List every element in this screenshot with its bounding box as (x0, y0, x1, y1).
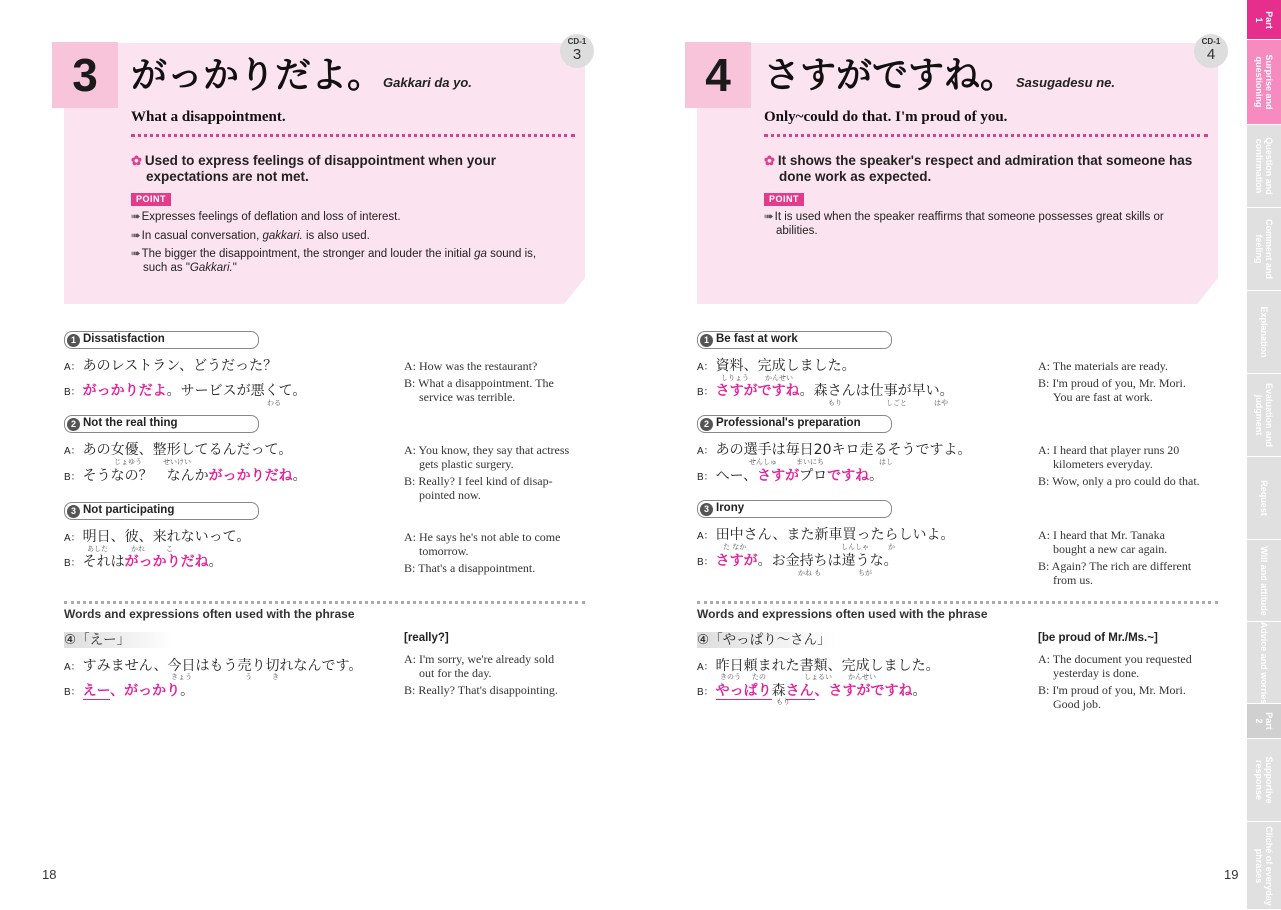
dialogue-b: B： さすが。お金持ちは違うな。 (697, 553, 898, 569)
dialogue-b: B： がっかりだよ。サービスが悪くて。 (64, 383, 307, 399)
arrow-icon: ➠ (764, 211, 774, 223)
section-dissatisfaction: 1 Dissatisfaction (64, 331, 259, 349)
arrow-icon: ➠ (131, 211, 141, 223)
dialogue-b: B： そうなの？ なんかがっかりだね。 (64, 468, 307, 484)
words-title: Words and expressions often used with the phrase (697, 607, 988, 621)
tab-supportive[interactable]: Supportive response (1247, 739, 1281, 822)
translation-a: A: I heard that player runs 20 kilometers everyday. (1038, 443, 1180, 471)
dialogue-a: A： あの選手は毎日20キロ走るそうですよ。 (697, 442, 972, 458)
point-bullet: ➠It is used when the speaker reaffirms that someone possesses great skills or abilities. (764, 211, 1164, 237)
point-badge: POINT (764, 193, 804, 206)
point-badge: POINT (131, 193, 171, 206)
translation-a: A: How was the restaurant? (404, 359, 538, 373)
dialogue-a: A： あのレストラン、どうだった？ (64, 358, 278, 374)
furigana: かね も (798, 569, 822, 577)
translation-b: B: Again? The rich are different from us. (1038, 559, 1192, 587)
translation-b: B: Really? I feel kind of disap- pointed now. (404, 474, 553, 502)
tab-part-1[interactable]: Part 1 (1247, 0, 1281, 40)
point-bullet: ➠In casual conversation, gakkari. is also used. (131, 230, 370, 242)
dialogue-a: A： すみません、今日はもう売り切れなんです。 (64, 658, 363, 674)
furigana: かんせい (848, 673, 876, 681)
furigana: わる (267, 399, 281, 407)
translation-a: A: You know, they say that actress gets plastic surgery. (404, 443, 570, 471)
furigana: きのう (720, 673, 741, 681)
furigana: せんしゅ (749, 458, 777, 466)
furigana: かれ (131, 545, 145, 553)
furigana: しごと (886, 399, 907, 407)
furigana: じょゆう (114, 458, 142, 466)
expression-title: ④「やっぱり～さん」 (697, 632, 837, 648)
translation-a: A: The materials are ready. (1038, 359, 1168, 373)
flower-icon: ✿ (764, 153, 775, 168)
arrow-icon: ➠ (131, 230, 141, 242)
divider (697, 601, 1218, 604)
tab-explanation[interactable]: Explanation (1247, 291, 1281, 374)
dialogue-a: A： 昨日頼まれた書類、完成しました。 (697, 658, 940, 674)
lesson-number: 3 (52, 42, 118, 108)
dialogue-b: B： やっぱり森さん、さすがですね。 (697, 683, 927, 699)
translation-a: A: I heard that Mr. Tanaka bought a new car again. (1038, 528, 1168, 556)
tab-comment[interactable]: Comment and feeling (1247, 208, 1281, 291)
translation-a: A: The document you requested yesterday is done. (1038, 652, 1192, 680)
point-bullet: ➠Expresses feelings of deflation and loss of interest. (131, 211, 401, 223)
expression-caption: [be proud of Mr./Ms.~] (1038, 632, 1158, 644)
tab-advice[interactable]: Advice and worries (1247, 622, 1281, 704)
words-title: Words and expressions often used with the phrase (64, 607, 355, 621)
page-number: 19 (1224, 867, 1239, 882)
furigana: まいにち (796, 458, 824, 466)
section-irony: 3 Irony (697, 500, 892, 518)
translation-b: B: Wow, only a pro could do that. (1038, 474, 1200, 488)
translation-b: B: What a disappointment. The service was terrible. (404, 376, 554, 404)
translation-b: B: I'm proud of you, Mr. Mori. Good job. (1038, 683, 1186, 711)
dialogue-b: B： えー、がっかり。 (64, 683, 195, 699)
english-translation: What a disappointment. (131, 109, 286, 125)
divider (64, 601, 585, 604)
dialogue-b: B： それはがっかりだね。 (64, 554, 223, 570)
furigana: しりょう (721, 374, 749, 382)
section-not-real: 2 Not the real thing (64, 415, 259, 433)
arrow-icon: ➠ (131, 248, 141, 260)
furigana: かんせい (765, 374, 793, 382)
section-fast-at-work: 1 Be fast at work (697, 331, 892, 349)
cd-track-badge: CD-1 3 (560, 34, 594, 68)
divider (764, 134, 1208, 137)
romaji: Sasugadesu ne. (1016, 75, 1115, 90)
tab-request[interactable]: Request (1247, 457, 1281, 540)
tab-evaluation[interactable]: Evaluation and judgment (1247, 374, 1281, 457)
tab-surprise[interactable]: Surprise and questioning (1247, 40, 1281, 125)
furigana: もり (776, 698, 790, 706)
dialogue-a: A： 資料、完成しました。 (697, 358, 856, 374)
page-number: 18 (42, 867, 57, 882)
dialogue-a: A： 明日、彼、来れないって。 (64, 529, 251, 545)
english-translation: Only~could do that. I'm proud of you. (764, 109, 1008, 125)
furigana: う (245, 673, 252, 681)
tab-will[interactable]: Will and attitude (1247, 540, 1281, 622)
translation-b: B: I'm proud of you, Mr. Mori. You are fast at work. (1038, 376, 1186, 404)
tab-part-2[interactable]: Part 2 (1247, 704, 1281, 739)
divider (131, 134, 575, 137)
translation-b: B: That's a disappointment. (404, 561, 536, 575)
furigana: か (888, 543, 895, 551)
furigana: あした (87, 545, 108, 553)
phrase-title: さすがですね。Sasugadesu ne. (764, 55, 1115, 96)
dialogue-a: A： 田中さん、また新車買ったらしいよ。 (697, 527, 955, 543)
dialogue-a: A： あの女優、整形してるんだって。 (64, 442, 293, 458)
furigana: はや (934, 399, 948, 407)
translation-a: A: He says he's not able to come tomorrow. (404, 530, 561, 558)
dialogue-b: B： へー、さすがプロですね。 (697, 468, 884, 484)
tab-cliche[interactable]: Cliché of everyday phrases (1247, 822, 1281, 910)
furigana: たの (752, 673, 766, 681)
furigana: ちが (858, 569, 872, 577)
section-not-participating: 3 Not participating (64, 502, 259, 520)
lesson-number: 4 (685, 42, 751, 108)
expression-caption: [really?] (404, 632, 449, 644)
translation-b: B: Really? That's disappointing. (404, 683, 558, 697)
section-professional: 2 Professional's preparation (697, 415, 892, 433)
furigana: はし (879, 458, 893, 466)
dialogue-b: B： さすがですね。森さんは仕事が早い。 (697, 383, 954, 399)
phrase-title: がっかりだよ。Gakkari da yo. (131, 55, 472, 96)
flower-icon: ✿ (131, 153, 142, 168)
cd-track-badge: CD-1 4 (1194, 34, 1228, 68)
romaji: Gakkari da yo. (383, 75, 472, 90)
furigana: きょう (171, 673, 192, 681)
furigana: せいけい (163, 458, 191, 466)
furigana: しょるい (804, 673, 832, 681)
translation-a: A: I'm sorry, we're already sold out for the day. (404, 652, 555, 680)
furigana: き (272, 673, 279, 681)
furigana: しんしゃ (841, 543, 869, 551)
expression-title: ④「えー」 (64, 632, 174, 648)
furigana: もり (828, 399, 842, 407)
usage-description: ✿ Used to express feelings of disappointment when your expectations are not met. (131, 153, 496, 184)
point-bullet: ➠The bigger the disappointment, the stronger and louder the initial ga sound is, such as "Gakkari." (131, 248, 537, 274)
usage-description: ✿ It shows the speaker's respect and admiration that someone has done work as expected. (764, 153, 1193, 184)
tab-question[interactable]: Question and confirmation (1247, 125, 1281, 208)
furigana: た なか (723, 543, 747, 551)
furigana: こ (166, 545, 173, 553)
